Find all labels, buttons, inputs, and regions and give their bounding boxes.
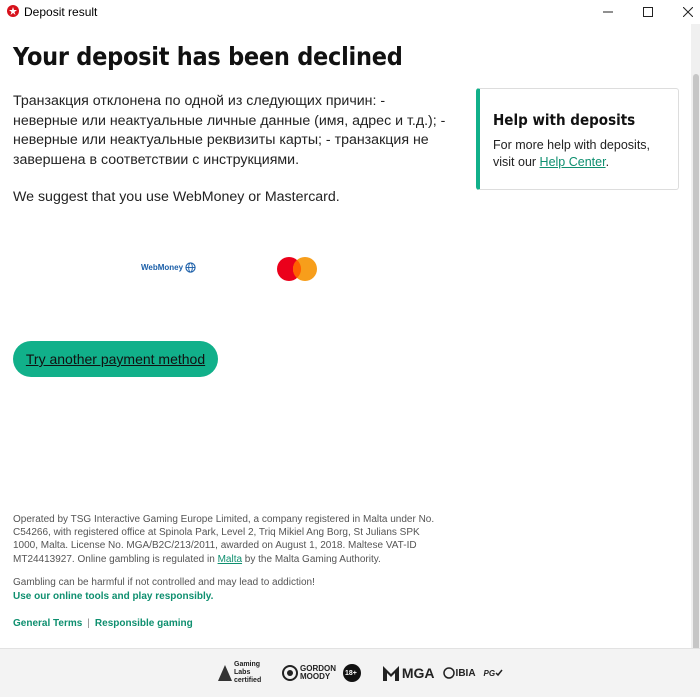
mga-label: MGA bbox=[401, 665, 435, 681]
pg-check-badge[interactable] bbox=[484, 669, 504, 678]
try-another-payment-method-button[interactable]: Try another payment method bbox=[13, 341, 218, 377]
maximize-icon bbox=[643, 7, 653, 17]
footer-links bbox=[13, 618, 193, 629]
checkmark-icon bbox=[495, 669, 503, 677]
general-terms-link[interactable]: General Terms bbox=[13, 618, 83, 629]
responsible-gaming-link[interactable]: Responsible gaming bbox=[94, 618, 193, 629]
window-titlebar bbox=[0, 0, 700, 24]
minimize-icon bbox=[603, 7, 613, 17]
gordon-moody-badge[interactable] bbox=[282, 665, 334, 681]
age-restriction-label: 18+ bbox=[345, 669, 357, 677]
ibia-icon bbox=[443, 666, 455, 680]
help-card-text bbox=[493, 137, 673, 170]
help-text-before: For more help with deposits, visit our bbox=[493, 138, 651, 169]
ibia-label: IBIA bbox=[455, 667, 476, 679]
gaming-labs-badge[interactable] bbox=[218, 661, 274, 685]
legal-text bbox=[13, 513, 443, 566]
vertical-scrollbar[interactable] bbox=[691, 24, 700, 648]
scrollbar-thumb[interactable] bbox=[693, 74, 699, 674]
certification-badges bbox=[218, 660, 503, 686]
gaming-labs-label: Gaming Labs certified bbox=[234, 661, 262, 684]
pokerstars-logo-icon bbox=[7, 5, 19, 17]
legal-text-after: by the Malta Gaming Authority. bbox=[242, 553, 381, 565]
decline-reason-text: Транзакция отклонена по одной из следующих причин: - неверные или неактуальные личные данные (имя, адрес и т.д.); - неверные или неактуальные реквизиты карты; - транзакция не завершена в соответствии с инструкциями. bbox=[13, 93, 446, 168]
help-card-title: Help with deposits bbox=[493, 111, 636, 129]
ibia-badge[interactable] bbox=[443, 666, 476, 680]
legal-text-before: Operated by TSG Interactive Gaming Europe Limited, a company registered in Malta under No. C54266, with registered office at Spinola Park, Level 2, Triq Mikiel Ang Borg, St Julians SPK 1000, Malta. License No. MGA/B2C/213/2011, awarded on August 1, 2018. Maltese VAT-ID MT24413927. Online gambling is regulated in bbox=[13, 514, 435, 565]
pg-label: PG bbox=[483, 668, 496, 678]
webmoney-logo-text: WebMoney bbox=[141, 263, 184, 272]
footer-separator: | bbox=[87, 618, 90, 629]
responsible-play-link[interactable]: Use our online tools and play responsibly. bbox=[13, 591, 214, 602]
malta-link[interactable]: Malta bbox=[217, 553, 243, 565]
gordon-moody-label: GORDON MOODY bbox=[300, 664, 336, 681]
webmoney-logo[interactable] bbox=[141, 262, 196, 273]
page-title: Your deposit has been declined bbox=[13, 42, 403, 71]
close-button[interactable] bbox=[665, 0, 700, 24]
gordon-moody-icon bbox=[282, 665, 298, 681]
mga-badge[interactable] bbox=[382, 664, 435, 682]
help-center-link[interactable]: Help Center bbox=[539, 154, 606, 169]
mga-icon bbox=[382, 664, 400, 682]
gambling-warning: Gambling can be harmful if not controlled and may lead to addiction! bbox=[13, 577, 315, 588]
mastercard-logo[interactable] bbox=[276, 256, 318, 282]
close-icon bbox=[683, 7, 693, 17]
help-card bbox=[476, 88, 679, 190]
window-title: Deposit result bbox=[24, 5, 98, 19]
help-text-after: . bbox=[605, 154, 610, 169]
gaming-labs-icon bbox=[218, 665, 232, 681]
globe-icon bbox=[185, 262, 196, 273]
age-restriction-badge[interactable] bbox=[342, 663, 374, 683]
payment-suggestion-text: We suggest that you use WebMoney or Mastercard. bbox=[13, 189, 340, 205]
